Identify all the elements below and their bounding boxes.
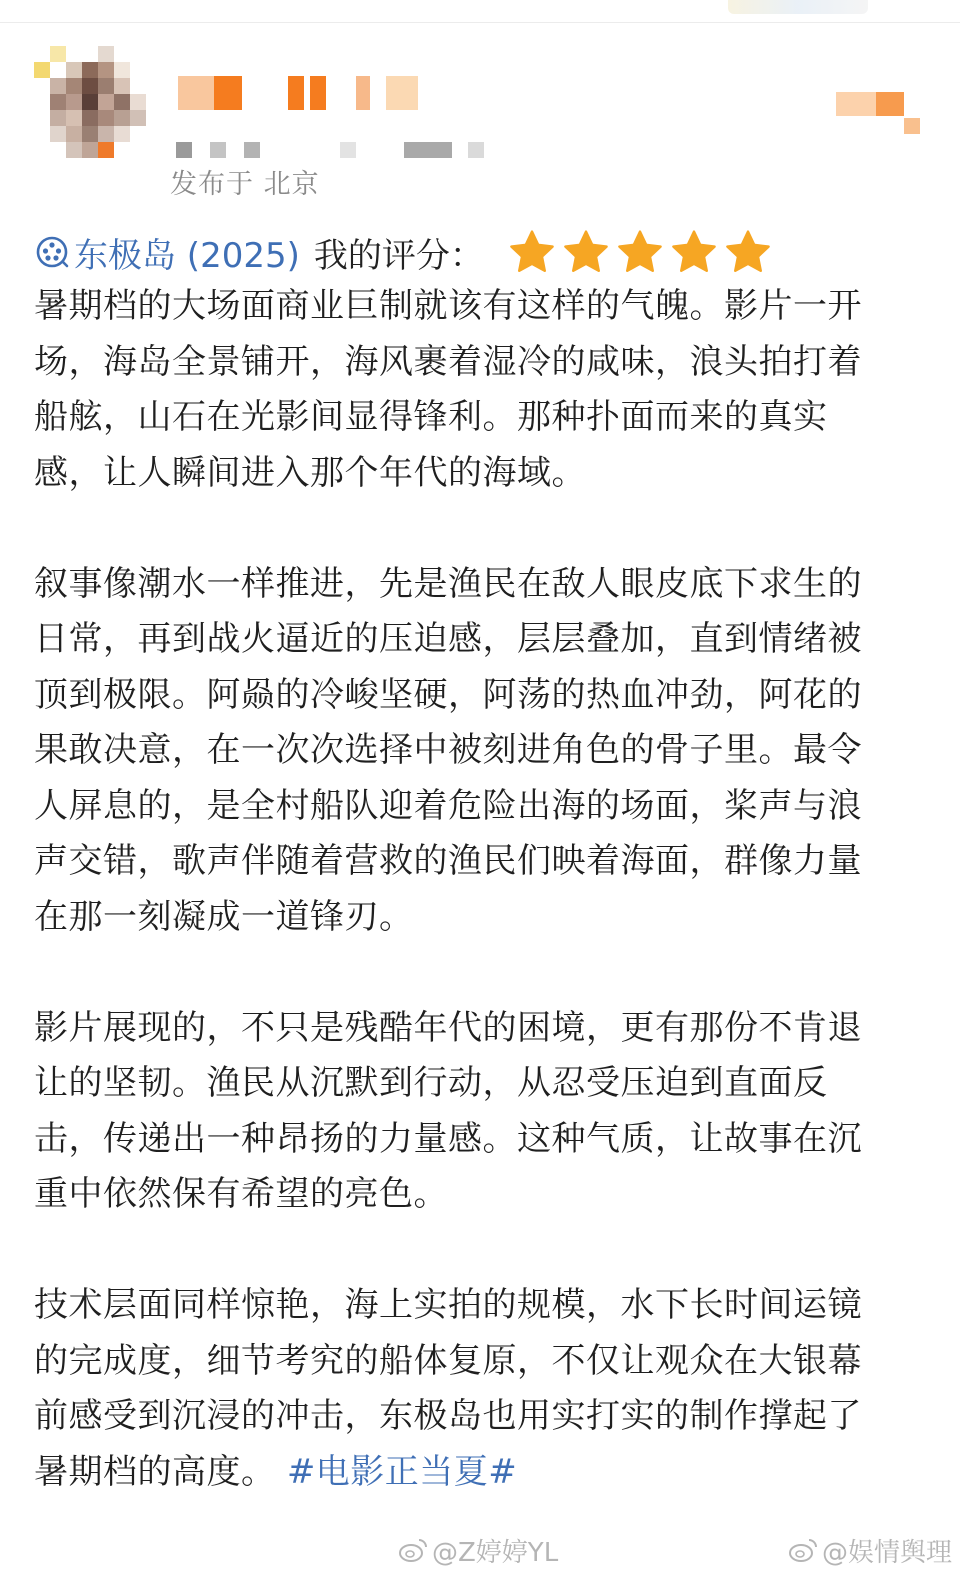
watermark-2 [788,1532,952,1568]
star-icon [562,228,610,276]
rating-stars [508,228,772,276]
watermark-1-text: @Z婷婷YL [432,1537,559,1568]
weibo-logo-icon [398,1537,428,1563]
post-content [34,279,894,1556]
paragraph-1: 暑期档的大场面商业巨制就该有这样的气魄。影片一开场，海岛全景铺开，海风裹着湿冷的咸味，浪头拍打着船舷，山石在光影间显得锋利。那种扑面而来的真实感，让人瞬间进入那个年代的海域。 [34,286,862,493]
star-icon [508,228,556,276]
avatar[interactable] [34,46,146,158]
star-icon [670,228,718,276]
movie-reel-icon [34,234,70,270]
rating-label: 我的评分： [313,235,484,276]
corner-sticker [728,0,868,14]
paragraph-2: 叙事像潮水一样推进，先是渔民在敌人眼皮底下求生的日常，再到战火逼近的压迫感，层层叠加，直到情绪被顶到极限。阿赑的冷峻坚硬，阿荡的热血冲劲，阿花的果敢决意，在一次次选择中被刻进角色的骨子里。最令人屏息的，是全村船队迎着危险出海的场面，桨声与浪声交错，歌声伴随着营救的渔民们映着海面，群像力量在那一刻凝成一道锋刃。 [34,563,862,937]
post-location: 发布于 北京 [170,169,320,200]
weibo-logo-icon [788,1537,818,1563]
watermark-1 [398,1532,558,1568]
post-time-pixelated [176,142,484,158]
star-icon [724,228,772,276]
rating-line [34,224,772,280]
star-icon [616,228,664,276]
movie-title: 东极岛 (2025) [74,235,300,276]
username-pixelated[interactable] [178,76,418,110]
movie-link[interactable] [34,228,300,277]
paragraph-3: 影片展现的，不只是残酷年代的困境，更有那份不肯退让的坚韧。渔民从沉默到行动，从忍受压迫到直面反击，传递出一种昂扬的力量感。这种气质，让故事在沉重中依然保有希望的亮色。 [34,1007,862,1214]
follow-button-pixelated[interactable] [836,92,920,140]
watermark-2-text: @娱情舆理 [822,1537,953,1568]
hashtag-link[interactable]: #电影正当夏# [286,1451,518,1492]
top-divider [0,22,960,23]
paragraph-4-text: 技术层面同样惊艳，海上实拍的规模，水下长时间运镜的完成度，细节考究的船体复原，不仅让观众在大银幕前感受到沉浸的冲击，东极岛也用实打实的制作撑起了暑期档的高度。 [34,1285,862,1492]
paragraph-4 [34,1278,894,1500]
